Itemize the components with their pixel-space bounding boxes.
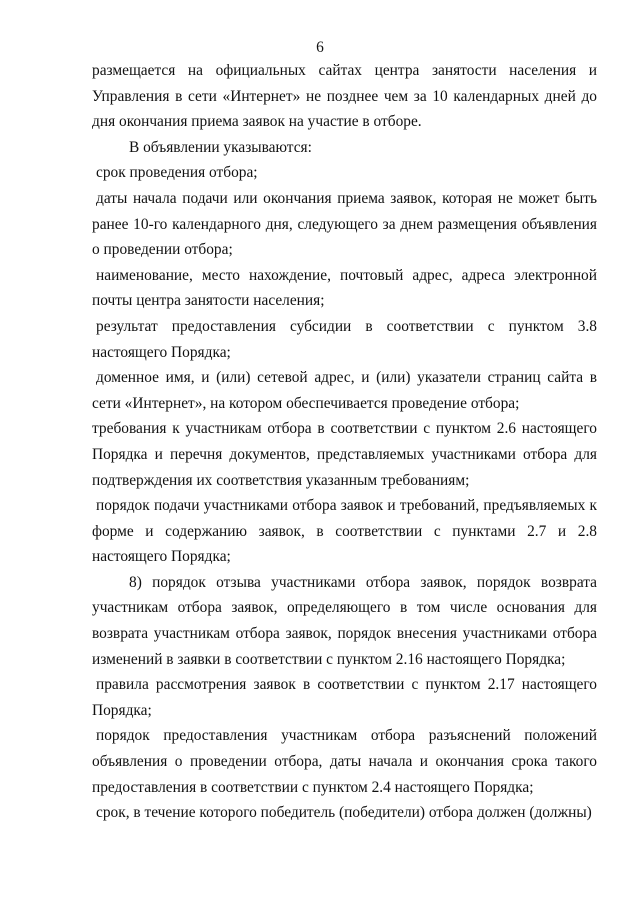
list-item: результат предоставления субсидии в соответствии с пунктом 3.8 настоящего Порядка; <box>92 317 597 361</box>
list-item: срок, в течение которого победитель (победители) отбора должен (должны) <box>96 804 592 822</box>
list-item: 8) порядок отзыва участниками отбора заявок, порядок возврата участникам отбора заявок, определяющего в том числе основания для возврата участникам отбора заявок, порядок внесения участниками отбора изменений в заявки в соответствии с пунктом 2.16 настоящего Порядка; <box>92 573 597 668</box>
list-item: порядок предоставления участникам отбора разъяснений положений объявления о проведении отбора, даты начала и окончания срока такого предоставления в соответствии с пунктом 2.4 настоящего Порядка; <box>92 727 597 796</box>
page-number: 6 <box>316 39 324 56</box>
paragraph: размещается на официальных сайтах центра занятости населения и Управления в сети «Интернет» не позднее чем за 10 календарных дней до дня окончания приема заявок на участие в отборе. <box>92 62 597 131</box>
list-item: правила рассмотрения заявок в соответствии с пунктом 2.17 настоящего Порядка; <box>92 676 597 719</box>
list-item: наименование, место нахождение, почтовый адрес, адреса электронной почты центра занятости населения; <box>92 266 597 310</box>
document-body <box>92 58 597 826</box>
list-item: даты начала подачи или окончания приема заявок, которая не может быть ранее 10-го календарного дня, следующего за днем размещения объявления о проведении отбора; <box>92 189 597 259</box>
list-item: доменное имя, и (или) сетевой адрес, и (или) указатели страниц сайта в сети «Интернет», на котором обеспечивается проведение отбора; <box>92 369 597 412</box>
list-item: требования к участникам отбора в соответствии с пунктом 2.6 настоящего Порядка и перечня документов, представляемых участниками отбора для подтверждения их соответствия указанным требованиям; <box>92 420 597 489</box>
paragraph-heading: В объявлении указываются: <box>129 138 312 156</box>
list-item: срок проведения отбора; <box>96 164 258 182</box>
list-item: порядок подачи участниками отбора заявок и требований, предъявляемых к форме и содержанию заявок, в соответствии с пунктами 2.7 и 2.8 настоящего Порядка; <box>92 497 597 566</box>
